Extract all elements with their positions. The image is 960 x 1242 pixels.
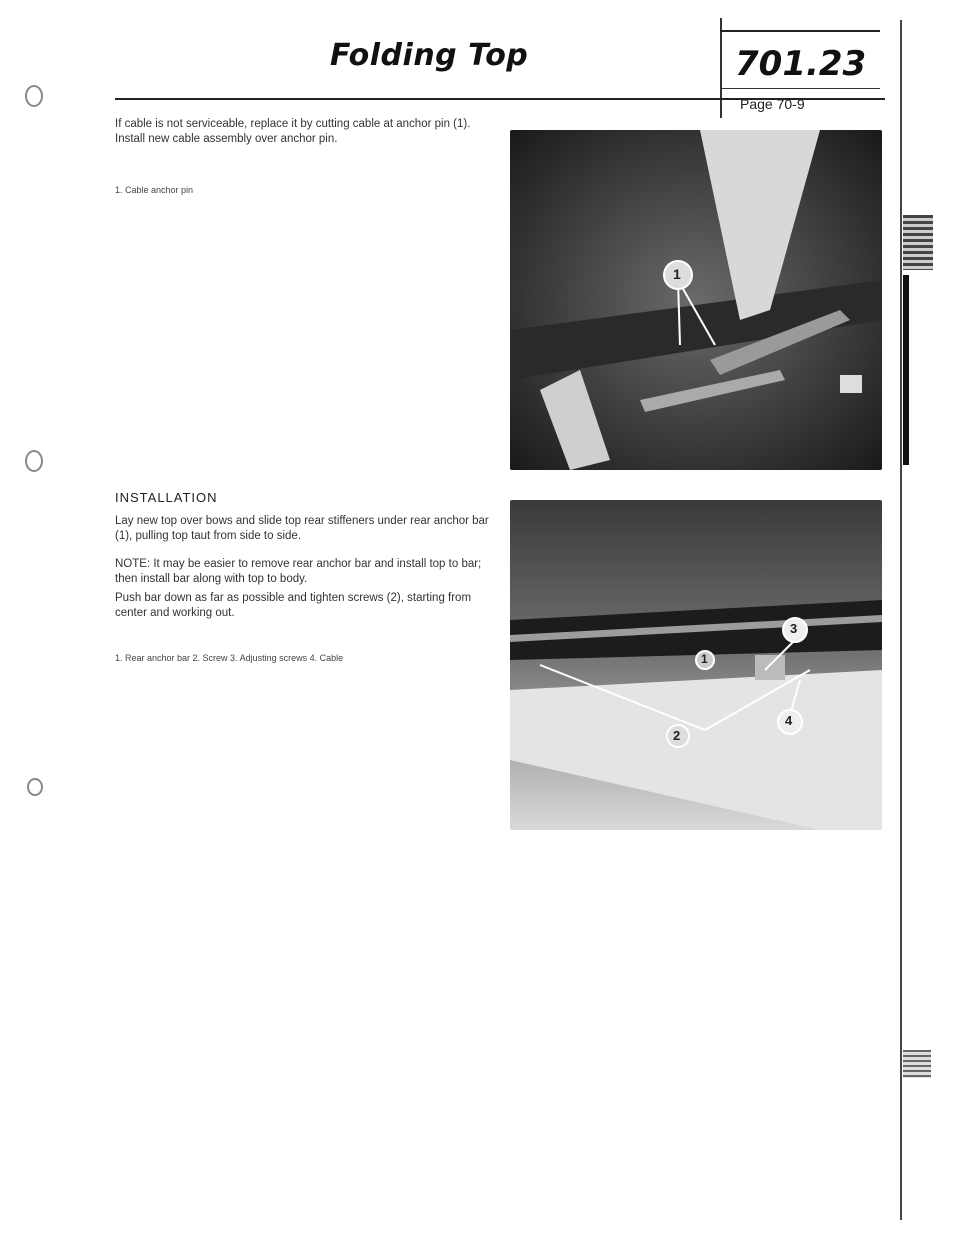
photo1-callout-1: 1 (673, 266, 681, 282)
installation-para2: Push bar down as far as possible and tighten screws (2), starting from center and working out. (115, 592, 472, 619)
section-box-mid-rule (720, 88, 880, 89)
section-number: 701.23 (735, 44, 867, 84)
section-box-divider (720, 18, 722, 118)
binder-hole-middle (25, 450, 43, 472)
edge-index-tab (903, 215, 933, 270)
edge-index-bar (903, 275, 909, 465)
installation-note: NOTE: It may be easier to remove rear anchor bar and install top to bar; then install bar along with top to body. (115, 558, 482, 585)
installation-heading: INSTALLATION (115, 490, 218, 505)
page-title: Folding Top (330, 38, 529, 73)
figure2-caption: 1. Rear anchor bar 2. Screw 3. Adjusting screws 4. Cable (115, 653, 344, 663)
cable-service-text: If cable is not serviceable, replace it by cutting cable at anchor pin (1). Install new cable assembly over anchor pin. (115, 118, 471, 145)
section-box-top-rule (720, 30, 880, 32)
binder-hole-top (25, 85, 43, 107)
photo2-callout-4: 4 (785, 713, 793, 728)
figure1-caption: 1. Cable anchor pin (115, 185, 194, 195)
photo2-callout-1: 1 (701, 652, 708, 666)
photo2-callout-3: 3 (790, 621, 798, 636)
edge-index-tab-bottom (903, 1050, 931, 1078)
page-edge-line (900, 20, 902, 1220)
installation-para1: Lay new top over bows and slide top rear stiffeners under rear anchor bar (1), pulling top taut from side to side. (115, 515, 489, 542)
cable-anchor-photo (510, 130, 882, 470)
rear-anchor-bar-photo (510, 500, 882, 830)
photo2-callout-2: 2 (673, 728, 681, 743)
page-number: Page 70-9 (740, 96, 805, 112)
binder-hole-bottom (27, 778, 43, 796)
